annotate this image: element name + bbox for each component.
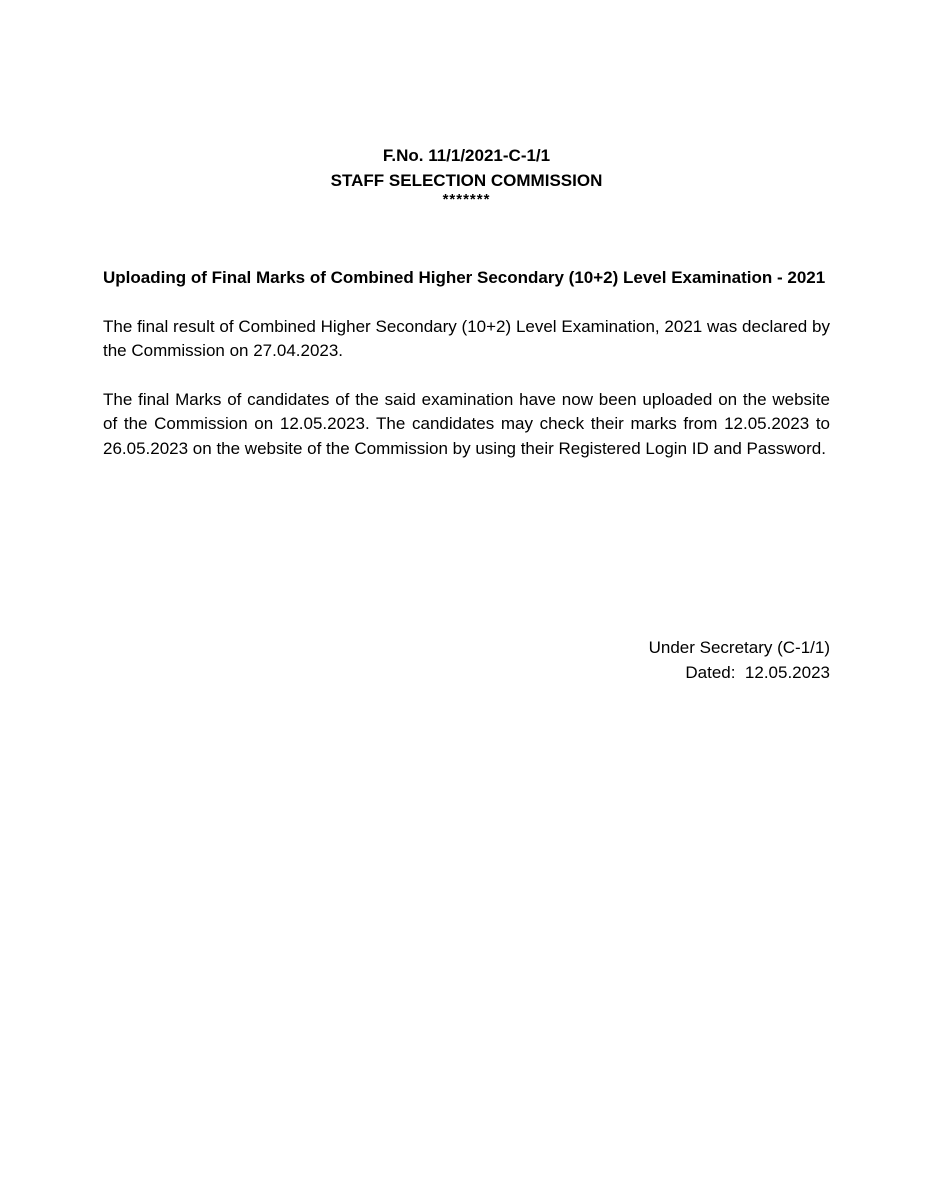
document-header: [0, 143, 933, 207]
file-number: F.No. 11/1/2021-C-1/1: [382, 146, 551, 165]
organization-name: STAFF SELECTION COMMISSION: [330, 171, 603, 190]
signatory-designation: Under Secretary (C-1/1): [648, 638, 830, 657]
paragraph-marks-uploaded: The final Marks of candidates of the said examination have now been uploaded on the website of the Commission on 12.05.2023. The candidates may check their marks from 12.05.2023 to 26.05.2023 on the website of the Commission by using their Registered Login ID and Password.: [103, 389, 830, 458]
signature-block: [649, 636, 830, 685]
separator-stars: *******: [442, 191, 491, 208]
signature-date: Dated: 12.05.2023: [685, 662, 830, 682]
document-body: [103, 266, 830, 485]
subject-heading: Uploading of Final Marks of Combined Higher Secondary (10+2) Level Examination - 2021: [103, 268, 826, 287]
paragraph-result-declared: The final result of Combined Higher Secondary (10+2) Level Examination, 2021 was declared by the Commission on 27.04.2023.: [103, 316, 830, 360]
